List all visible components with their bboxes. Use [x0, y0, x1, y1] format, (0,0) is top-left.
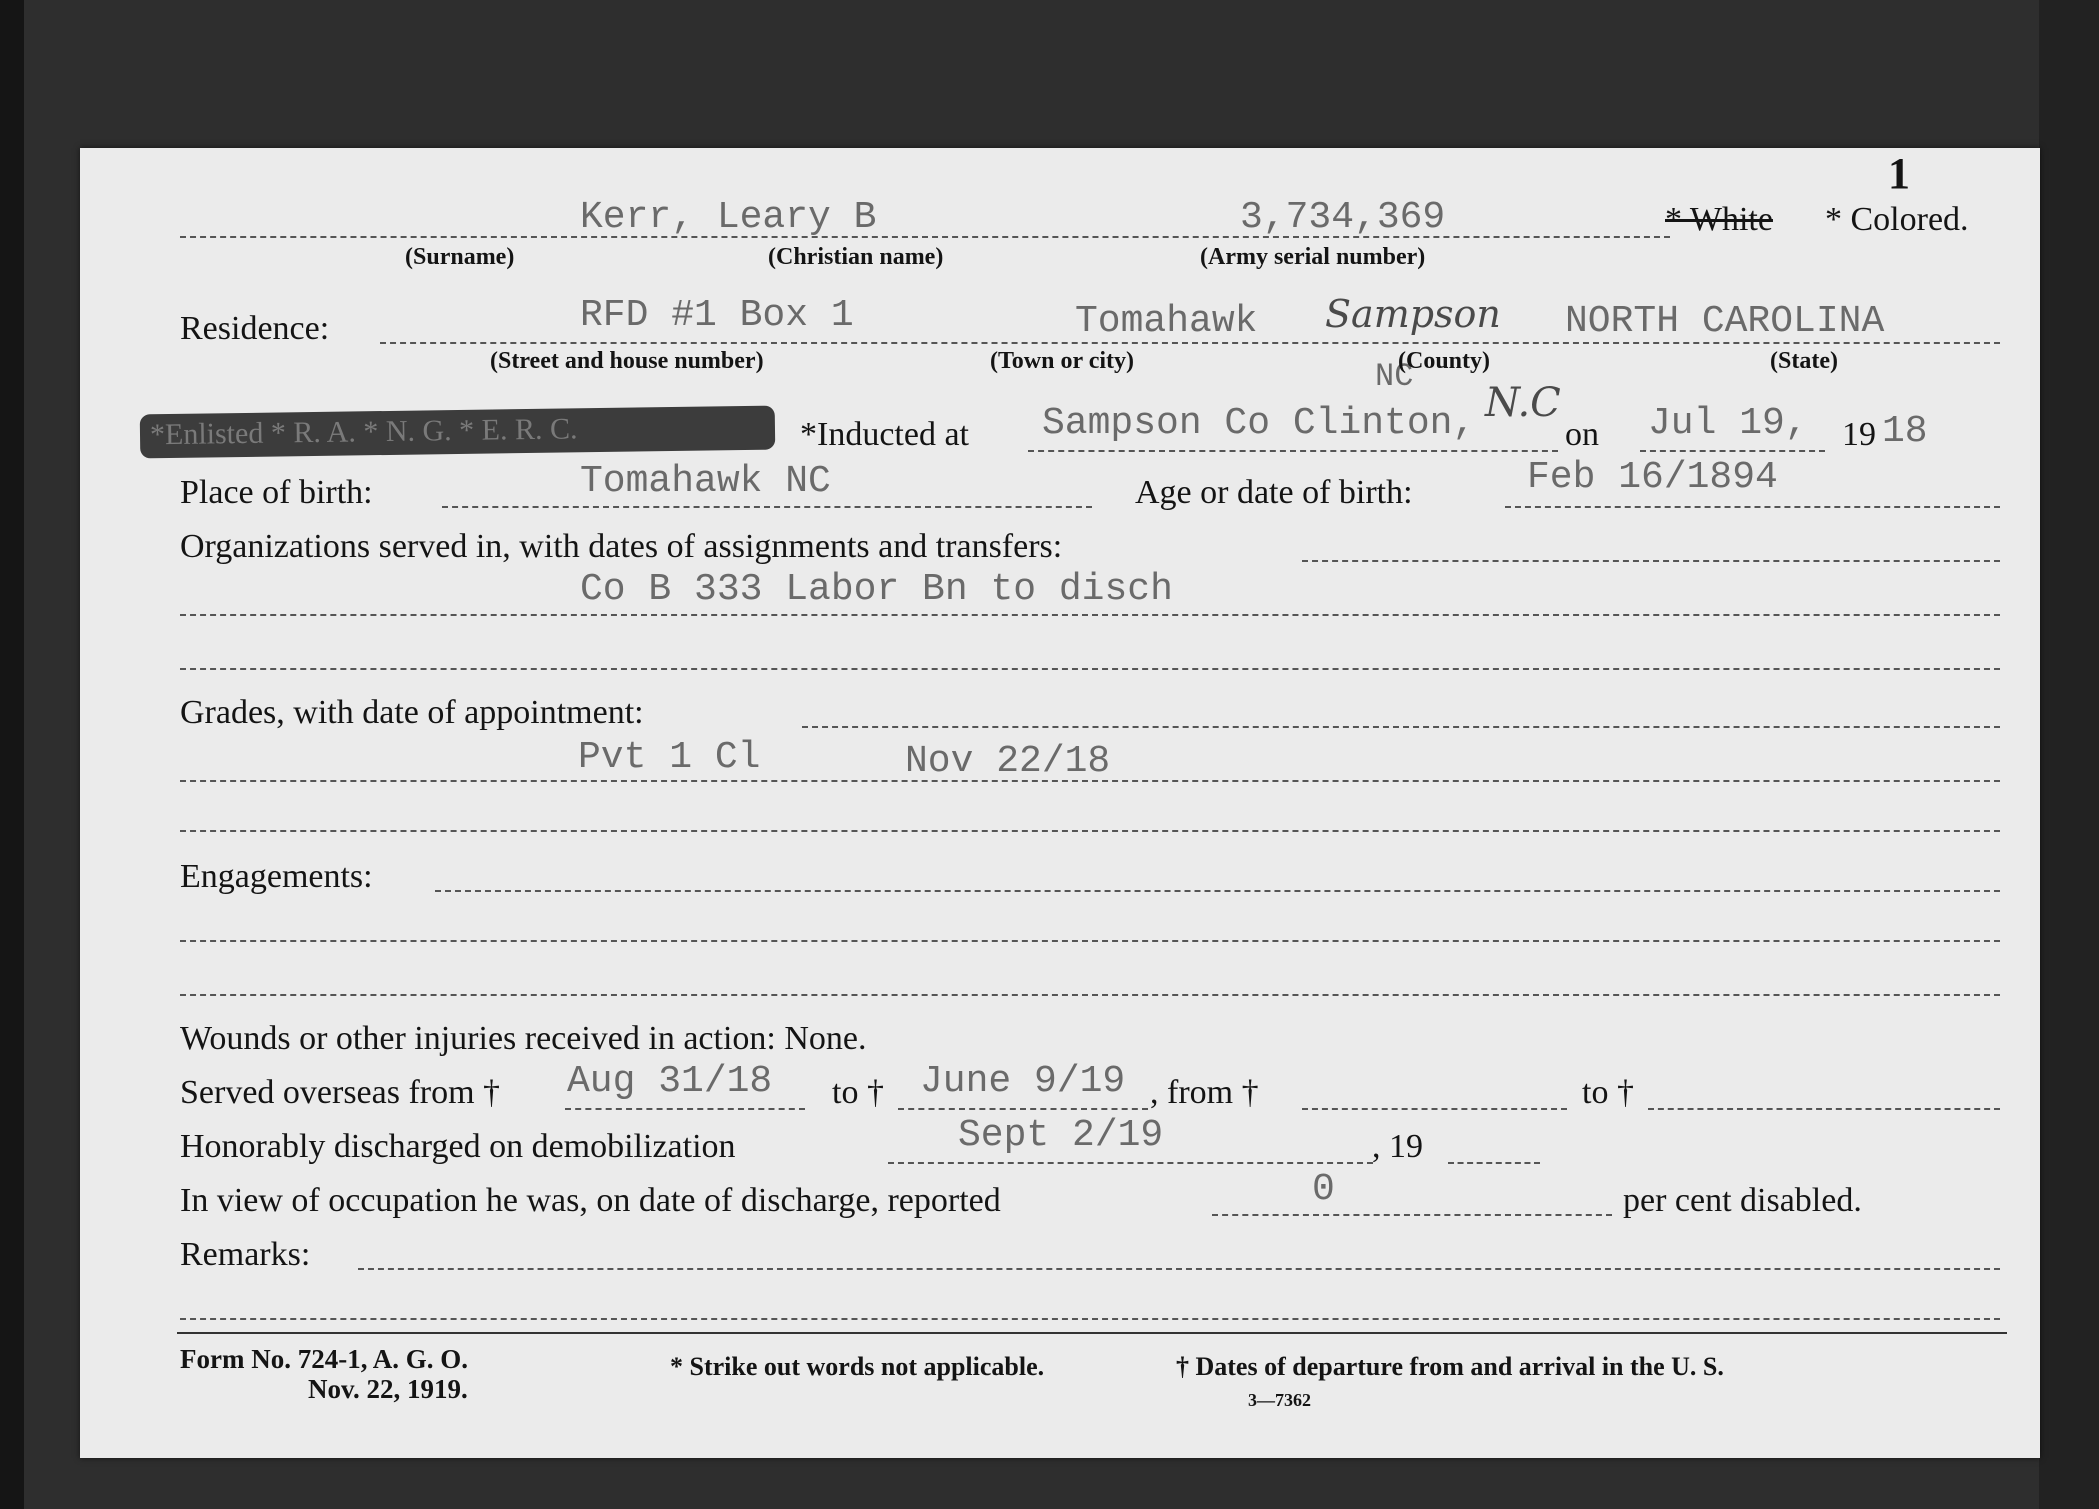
year-prefix: 19 [1842, 416, 1876, 453]
organizations-line-1 [1302, 560, 2000, 562]
residence-label: Residence: [180, 310, 330, 347]
overseas-to-value: June 9/19 [920, 1060, 1126, 1103]
disability-label: In view of occupation he was, on date of discharge, reported [180, 1182, 1001, 1219]
inducted-date-value: Jul 19, [1648, 402, 1808, 445]
form-date: Nov. 22, 1919. [308, 1374, 468, 1404]
inducted-value: Sampson Co Clinton, [1042, 402, 1476, 445]
form-number: Form No. 724-1, A. G. O. [180, 1344, 468, 1374]
overseas-to-line [898, 1108, 1148, 1110]
year-suffix: 18 [1882, 410, 1928, 453]
town-caption: (Town or city) [990, 348, 1134, 374]
age-value: Feb 16/1894 [1527, 456, 1778, 499]
overseas-to2-line [1648, 1108, 2000, 1110]
age-label: Age or date of birth: [1135, 474, 1413, 511]
inducted-line [1028, 450, 1558, 452]
place-of-birth-value: Tomahawk NC [580, 460, 831, 503]
organizations-line-2 [180, 614, 2000, 616]
engagements-label: Engagements: [180, 858, 373, 895]
residence-county-value: Sampson [1325, 292, 1501, 336]
surname-caption: (Surname) [405, 244, 515, 270]
overseas-from2-label: , from † [1150, 1074, 1259, 1111]
overseas-from-value: Aug 31/18 [567, 1060, 773, 1103]
state-caption: (State) [1770, 348, 1838, 374]
on-label: on [1565, 416, 1599, 453]
discharge-value: Sept 2/19 [958, 1114, 1164, 1157]
disability-line [1212, 1214, 1612, 1216]
name-line [180, 236, 1670, 238]
disability-suffix: per cent disabled. [1623, 1182, 1862, 1219]
discharge-year-line [1448, 1162, 1540, 1164]
grades-line-1 [802, 726, 2000, 728]
page-number: 1 [1888, 149, 1910, 198]
engagements-line-2 [180, 940, 2000, 942]
organizations-value: Co B 333 Labor Bn to disch [580, 568, 1173, 611]
print-code: 3—7362 [1248, 1390, 1311, 1410]
discharge-year-label: , 19 [1372, 1128, 1423, 1165]
date-line [1640, 450, 1825, 452]
white-option: * White [1665, 201, 1773, 238]
engagements-line-1 [435, 890, 2000, 892]
remarks-line-2 [180, 1318, 2000, 1320]
christian-caption: (Christian name) [768, 244, 944, 270]
colored-option: * Colored. [1825, 201, 1969, 238]
organizations-line-3 [180, 668, 2000, 670]
inducted-label: *Inducted at [800, 416, 969, 453]
grade-date-value: Nov 22/18 [905, 740, 1111, 783]
overseas-from-line [565, 1108, 805, 1110]
organizations-label: Organizations served in, with dates of assignments and transfers: [180, 528, 1063, 565]
residence-street-value: RFD #1 Box 1 [580, 294, 854, 337]
engagements-line-3 [180, 994, 2000, 996]
street-caption: (Street and house number) [490, 348, 764, 374]
grades-label: Grades, with date of appointment: [180, 694, 644, 731]
place-of-birth-line [442, 506, 1092, 508]
overseas-to-label: to † [832, 1074, 884, 1111]
residence-county-note: NC [1375, 358, 1414, 395]
surname-value: Kerr, Leary B [580, 196, 877, 239]
grade-value: Pvt 1 Cl [578, 736, 761, 779]
scan-edge-right [2039, 0, 2099, 1509]
age-line [1505, 506, 2000, 508]
serial-caption: (Army serial number) [1200, 244, 1426, 270]
overseas-label: Served overseas from † [180, 1074, 501, 1111]
wounds-text: Wounds or other injuries received in action: None. [180, 1020, 867, 1057]
overseas-from2-line [1302, 1108, 1567, 1110]
service-record-card [80, 148, 2040, 1458]
discharge-label: Honorably discharged on demobilization [180, 1128, 736, 1165]
scan-edge-left [0, 0, 24, 1509]
residence-state-value: NORTH CAROLINA [1565, 300, 1885, 343]
remarks-label: Remarks: [180, 1236, 311, 1273]
place-of-birth-label: Place of birth: [180, 474, 373, 511]
footer-rule [177, 1332, 2007, 1334]
county-caption: (County) [1398, 348, 1491, 374]
grades-line-3 [180, 830, 2000, 832]
strike-note: * Strike out words not applicable. [670, 1352, 1045, 1381]
remarks-line-1 [358, 1268, 2000, 1270]
inducted-note: N.C [1485, 380, 1561, 426]
discharge-line [888, 1162, 1373, 1164]
residence-town-value: Tomahawk [1075, 300, 1258, 343]
dates-note: † Dates of departure from and arrival in the U. S. [1176, 1352, 1724, 1381]
serial-value: 3,734,369 [1240, 196, 1446, 239]
disability-value: 0 [1312, 1168, 1335, 1211]
redacted-enlistment-options: *Enlisted * R. A. * N. G. * E. R. C. [140, 406, 776, 459]
overseas-to2-label: to † [1582, 1074, 1634, 1111]
